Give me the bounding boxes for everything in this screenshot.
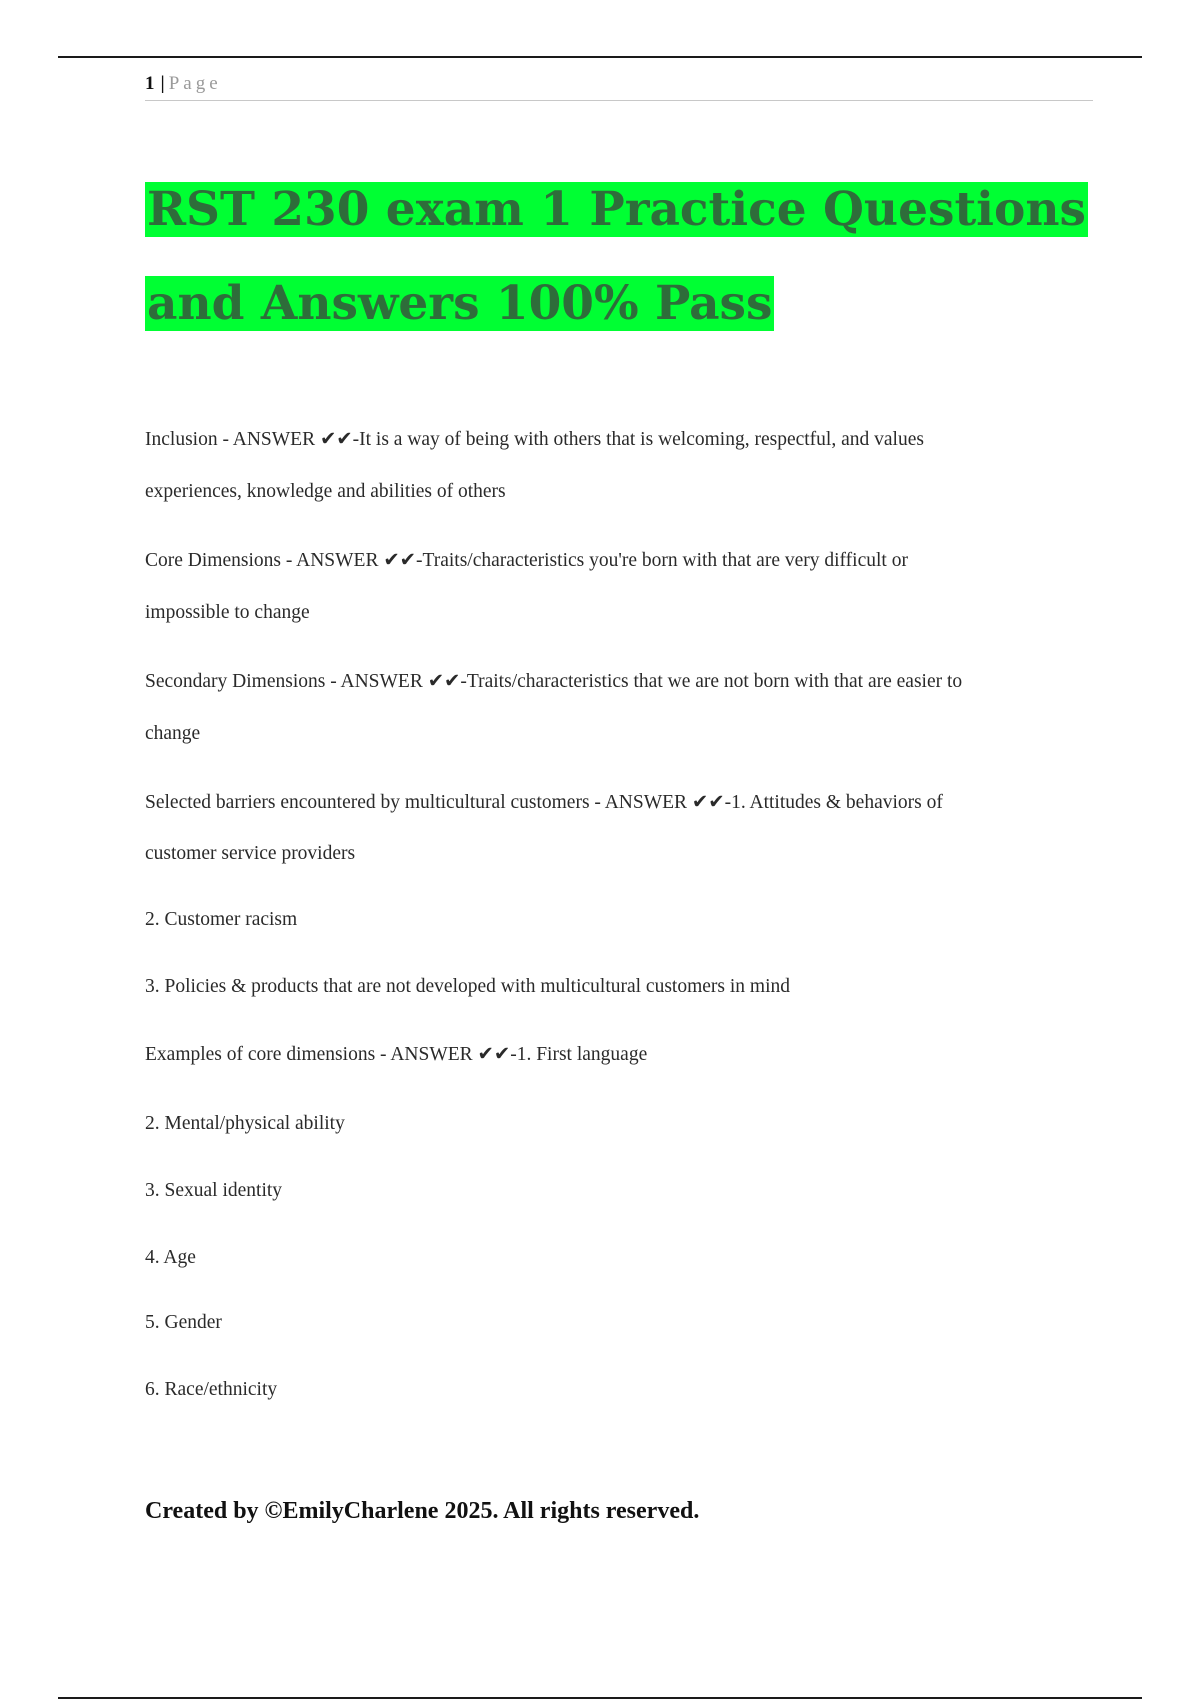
page-header [145, 72, 1093, 101]
qa-line: experiences, knowledge and abilities of others [145, 481, 506, 502]
qa-line: Secondary Dimensions - ANSWER ✔✔-Traits/characteristics that we are not born with that are easier to [145, 671, 963, 692]
page-number: 1 [145, 73, 155, 94]
qa-line: 6. Race/ethnicity [145, 1379, 278, 1400]
qa-line: change [145, 723, 201, 744]
qa-line: Selected barriers encountered by multicultural customers - ANSWER ✔✔-1. Attitudes & behaviors of [145, 792, 943, 813]
page-separator: | [160, 73, 165, 94]
top-rule [58, 56, 1142, 58]
qa-line: 3. Sexual identity [145, 1180, 283, 1201]
qa-line: 2. Customer racism [145, 909, 298, 930]
qa-line: Inclusion - ANSWER ✔✔-It is a way of being with others that is welcoming, respectful, and values [145, 429, 924, 450]
qa-line: 4. Age [145, 1247, 196, 1268]
bottom-rule [58, 1697, 1142, 1699]
document-title [145, 163, 1095, 351]
qa-line: impossible to change [145, 602, 310, 623]
qa-line: Core Dimensions - ANSWER ✔✔-Traits/characteristics you're born with that are very difficult or [145, 550, 908, 571]
qa-line: 3. Policies & products that are not developed with multicultural customers in mind [145, 976, 791, 997]
qa-line: customer service providers [145, 843, 356, 864]
title-highlight: RST 230 exam 1 Practice Questions and Answers 100% Pass [147, 182, 1086, 331]
qa-line: 5. Gender [145, 1312, 222, 1333]
qa-line: 2. Mental/physical ability [145, 1113, 345, 1134]
page-label: Page [168, 73, 222, 94]
qa-line: Examples of core dimensions - ANSWER ✔✔-1. First language [145, 1044, 648, 1065]
copyright-footer: Created by ©EmilyCharlene 2025. All rights reserved. [145, 1498, 700, 1524]
